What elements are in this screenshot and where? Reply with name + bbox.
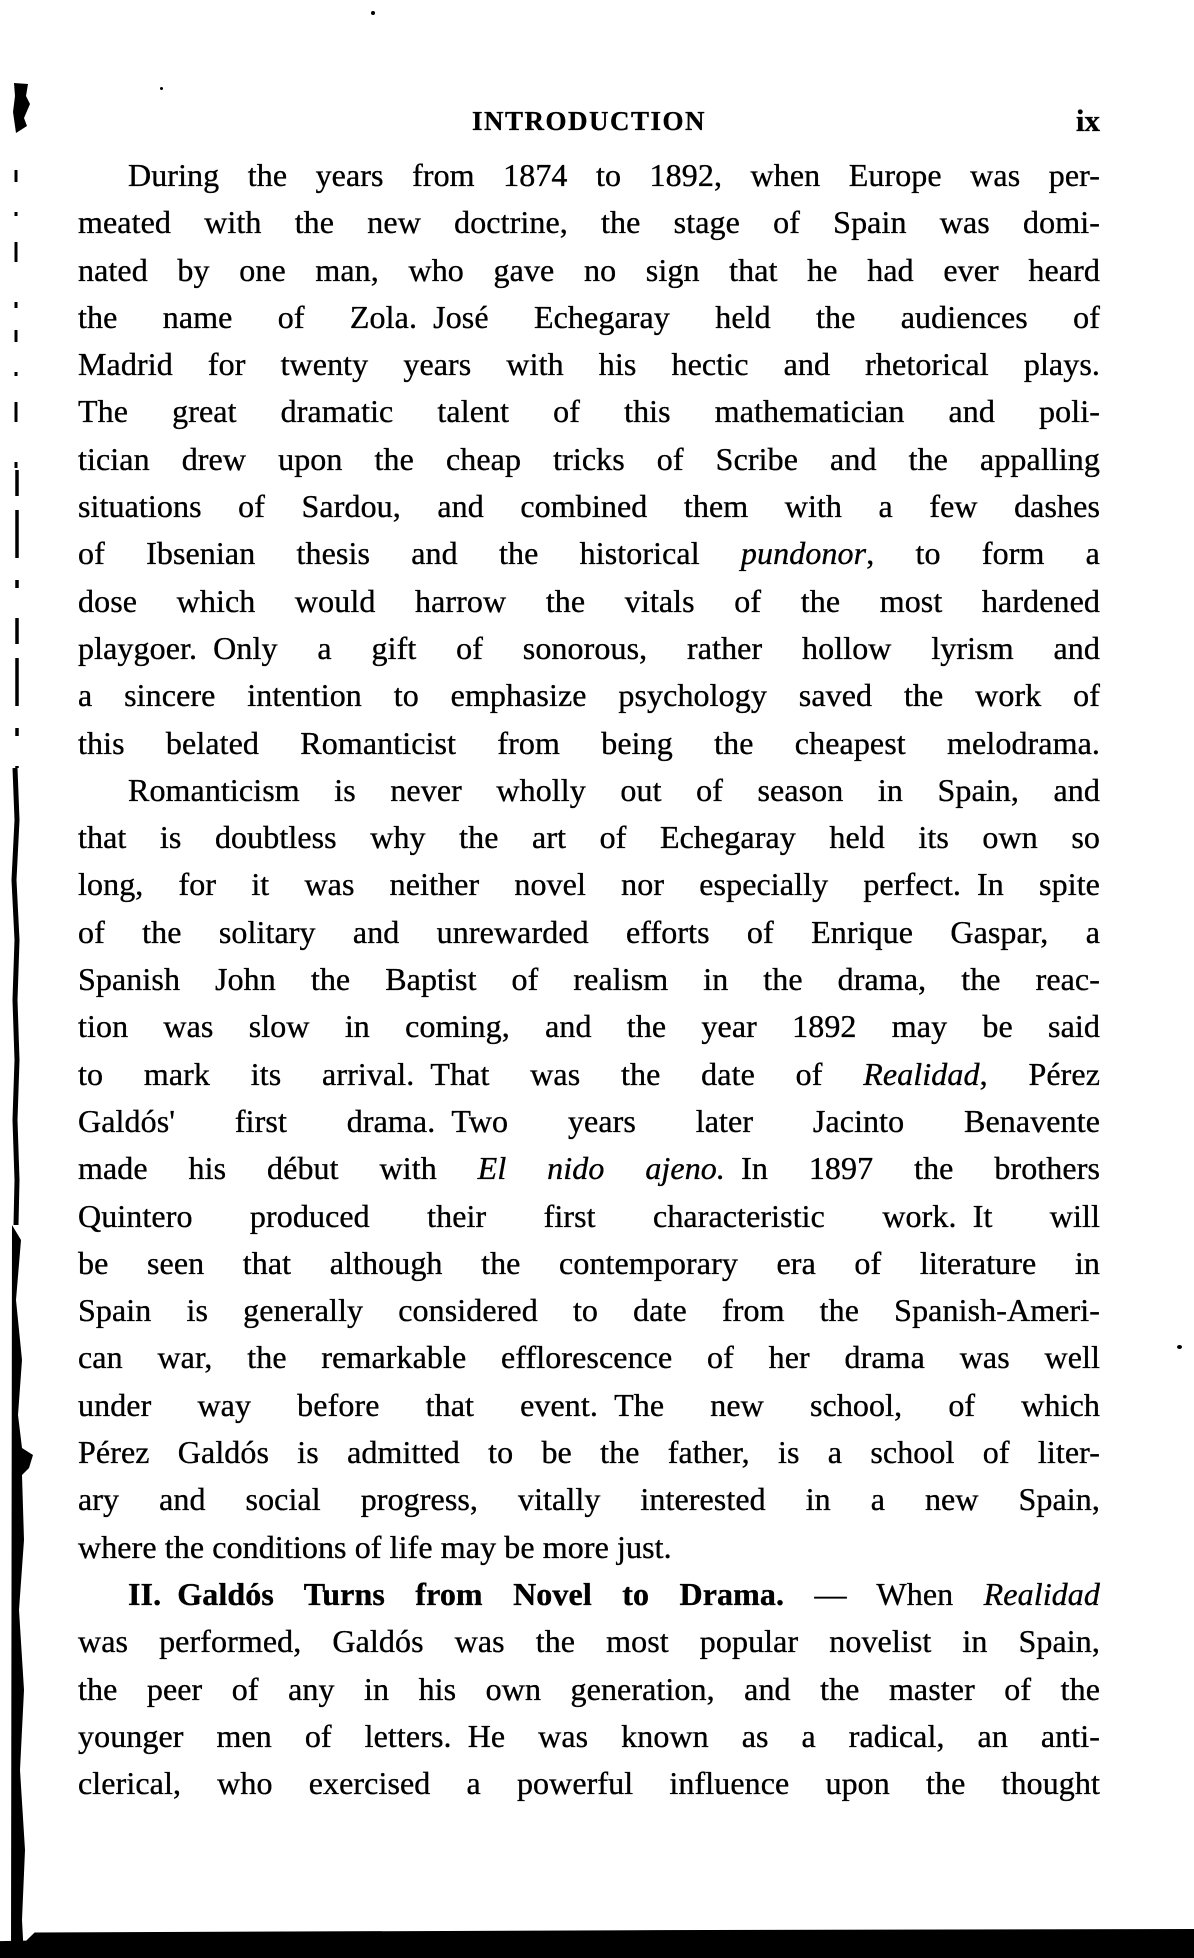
body-text-segment: long, for it was neither novel nor especially perfect. In spite bbox=[78, 866, 1100, 903]
section-heading-text: II. Galdós Turns from Novel to Drama. bbox=[128, 1575, 785, 1612]
body-text-segment: Spanish John the Baptist of realism in the drama, the reac- bbox=[78, 961, 1100, 998]
text-line bbox=[78, 1193, 1100, 1240]
text-line bbox=[78, 814, 1100, 861]
body-text-segment: dose which would harrow the vitals of the most hardened bbox=[78, 582, 1100, 619]
text-line bbox=[78, 909, 1100, 956]
body-text-segment: under way before that event. The new school, of which bbox=[78, 1386, 1100, 1423]
ink-blob bbox=[13, 83, 30, 133]
body-text-segment: Madrid for twenty years with his hectic and rhetorical plays. bbox=[78, 346, 1100, 383]
body-text-segment: Spain is generally considered to date from the Spanish-Ameri- bbox=[78, 1292, 1100, 1329]
body-text-segment: be seen that although the contemporary era of literature in bbox=[78, 1244, 1100, 1281]
text-line bbox=[78, 388, 1100, 435]
body-text-segment: of Ibsenian thesis and the historical bbox=[78, 535, 741, 572]
text-line bbox=[78, 1098, 1100, 1145]
body-text-segment: tion was slow in coming, and the year 1892 may be said bbox=[78, 1008, 1100, 1045]
text-line bbox=[78, 1145, 1100, 1192]
body-text-segment: Pérez Galdós is admitted to be the father, is a school of liter- bbox=[78, 1434, 1100, 1471]
italic-work-title: pundonor bbox=[740, 535, 867, 572]
body-text-segment: meated with the new doctrine, the stage of Spain was domi- bbox=[78, 204, 1100, 241]
text-line bbox=[78, 720, 1100, 767]
body-text-segment: this belated Romanticist from being the cheapest melodrama. bbox=[78, 724, 1100, 761]
text-line bbox=[78, 861, 1100, 908]
text-line bbox=[78, 152, 1100, 199]
page-blemish bbox=[160, 87, 163, 90]
page-blemish bbox=[371, 11, 375, 15]
body-text-segment: of the solitary and unrewarded efforts of Enrique Gaspar, a bbox=[78, 913, 1100, 950]
body-text bbox=[78, 152, 1100, 1807]
bottom-scan-bar bbox=[0, 1929, 1194, 1958]
body-text-segment: the peer of any in his own generation, and the master of the bbox=[78, 1670, 1100, 1707]
body-text-segment: tician drew upon the cheap tricks of Scribe and the appalling bbox=[78, 440, 1100, 477]
body-text-segment: , to form a bbox=[866, 535, 1100, 572]
body-text-segment: playgoer. Only a gift of sonorous, rather hollow lyrism and bbox=[78, 629, 1100, 666]
running-title: INTRODUCTION bbox=[471, 106, 707, 136]
body-text-segment: Quintero produced their first characteristic work. It will bbox=[78, 1197, 1100, 1234]
text-line bbox=[78, 436, 1100, 483]
text-line bbox=[78, 247, 1100, 294]
body-text-segment: Galdós' first drama. Two years later Jacinto Benavente bbox=[78, 1102, 1100, 1139]
text-line bbox=[78, 1571, 1100, 1618]
body-text-segment: can war, the remarkable efflorescence of her drama was well bbox=[78, 1339, 1100, 1376]
body-text-segment: During the years from 1874 to 1892, when Europe was per- bbox=[128, 157, 1100, 193]
body-text-segment: ary and social progress, vitally interested in a new Spain, bbox=[78, 1481, 1100, 1518]
text-line bbox=[78, 1382, 1100, 1429]
text-line bbox=[78, 672, 1100, 719]
body-text-segment: was performed, Galdós was the most popular novelist in Spain, bbox=[78, 1623, 1100, 1660]
body-text-segment: that is doubtless why the art of Echegaray held its own so bbox=[78, 819, 1100, 856]
text-line bbox=[78, 625, 1100, 672]
text-line bbox=[78, 294, 1100, 341]
page-number: ix bbox=[1075, 103, 1100, 138]
binding-solid-band bbox=[11, 1225, 33, 1958]
text-line bbox=[78, 1334, 1100, 1381]
italic-work-title: Realidad bbox=[983, 1575, 1100, 1612]
body-text-segment: a sincere intention to emphasize psychology saved the work of bbox=[78, 677, 1100, 714]
text-line bbox=[78, 1476, 1100, 1523]
italic-work-title: El nido ajeno. bbox=[477, 1150, 726, 1187]
body-text-segment: where the conditions of life may be more just. bbox=[78, 1528, 672, 1565]
body-text-segment: made his début with bbox=[78, 1150, 478, 1187]
text-line bbox=[78, 578, 1100, 625]
body-text-segment: — When bbox=[784, 1575, 984, 1612]
italic-work-title: Realidad bbox=[863, 1055, 980, 1092]
text-line bbox=[78, 1618, 1100, 1665]
text-line bbox=[78, 1666, 1100, 1713]
body-text-segment: the name of Zola. José Echegaray held the audiences of bbox=[78, 298, 1100, 335]
text-line bbox=[78, 1760, 1100, 1807]
binding-speckle-band bbox=[14, 768, 17, 1225]
body-text-segment: clerical, who exercised a powerful influence upon the thought bbox=[78, 1765, 1100, 1802]
page-blemish bbox=[1177, 1345, 1182, 1349]
binding-edge-artifact bbox=[0, 0, 40, 1958]
body-text-segment: In 1897 the brothers bbox=[725, 1150, 1101, 1187]
text-line bbox=[78, 1003, 1100, 1050]
text-line bbox=[78, 1713, 1100, 1760]
text-line bbox=[78, 1240, 1100, 1287]
text-line bbox=[78, 341, 1100, 388]
text-line bbox=[78, 1429, 1100, 1476]
text-line bbox=[78, 1287, 1100, 1334]
text-line bbox=[78, 1051, 1100, 1098]
body-text-segment: to mark its arrival. That was the date of bbox=[78, 1055, 864, 1092]
body-text-segment: younger men of letters. He was known as a radical, an anti- bbox=[78, 1717, 1100, 1754]
body-text-segment: Romanticism is never wholly out of season in Spain, and bbox=[128, 771, 1100, 808]
text-line bbox=[78, 1524, 1100, 1571]
body-text-segment: nated by one man, who gave no sign that he had ever heard bbox=[78, 251, 1100, 288]
page-header bbox=[78, 98, 1100, 144]
body-text-segment: situations of Sardou, and combined them with a few dashes bbox=[78, 488, 1100, 525]
body-text-segment: The great dramatic talent of this mathematician and poli- bbox=[78, 393, 1100, 430]
text-line bbox=[78, 530, 1100, 577]
text-line bbox=[78, 199, 1100, 246]
text-line bbox=[78, 767, 1100, 814]
text-line bbox=[78, 483, 1100, 530]
text-line bbox=[78, 956, 1100, 1003]
body-text-segment: , Pérez bbox=[979, 1055, 1101, 1092]
